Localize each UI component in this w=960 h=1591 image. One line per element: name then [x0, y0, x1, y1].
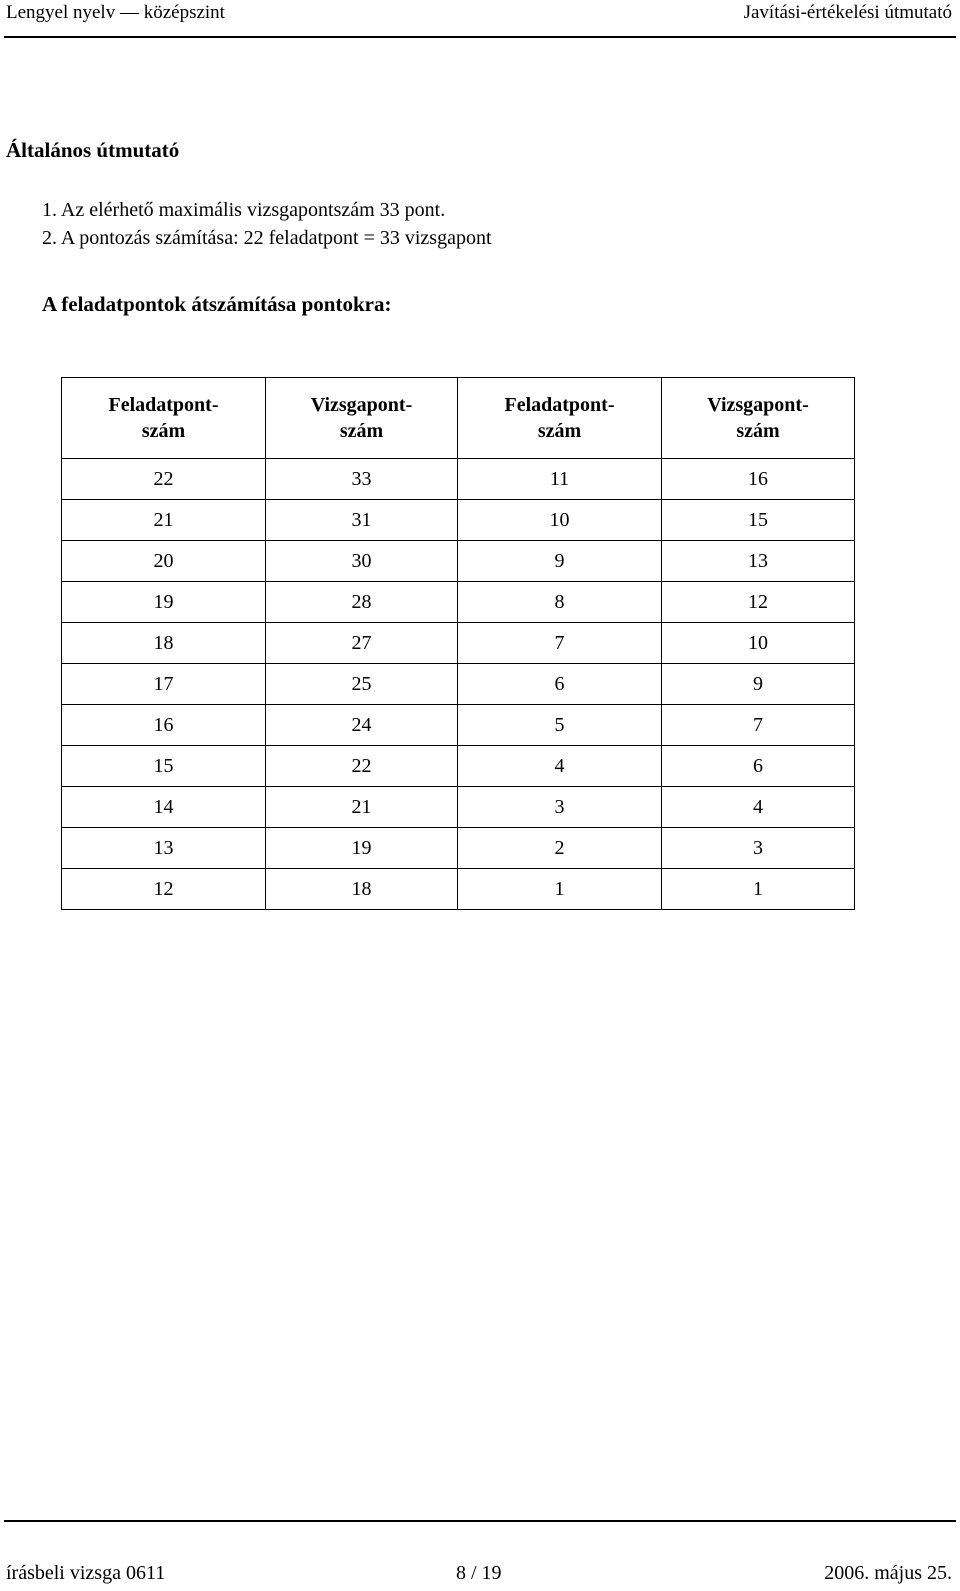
- table-cell: 3: [458, 787, 662, 828]
- table-header-row: [62, 378, 855, 459]
- table-cell: 3: [662, 828, 855, 869]
- table-cell: 22: [266, 746, 458, 787]
- column-header: Vizsgapont- szám: [662, 378, 855, 459]
- table-cell: 16: [662, 459, 855, 500]
- instruction-item: 2. A pontozás számítása: 22 feladatpont = 33 vizsgapont: [42, 227, 492, 249]
- table-cell: 9: [662, 664, 855, 705]
- table-cell: 18: [266, 869, 458, 910]
- table-cell: 19: [266, 828, 458, 869]
- table-row: [62, 459, 855, 500]
- table-cell: 19: [62, 582, 266, 623]
- table-cell: 21: [266, 787, 458, 828]
- table-cell: 12: [62, 869, 266, 910]
- instruction-list: [42, 196, 492, 252]
- table-cell: 27: [266, 623, 458, 664]
- table-cell: 31: [266, 500, 458, 541]
- table-cell: 10: [458, 500, 662, 541]
- table-cell: 10: [662, 623, 855, 664]
- table-body: [62, 459, 855, 910]
- table-row: [62, 869, 855, 910]
- table-cell: 4: [458, 746, 662, 787]
- table-row: [62, 582, 855, 623]
- header-subject: Lengyel nyelv — középszint: [6, 2, 225, 23]
- table-cell: 16: [62, 705, 266, 746]
- footer-page-number: 8 / 19: [456, 1562, 502, 1584]
- table-cell: 8: [458, 582, 662, 623]
- instruction-item: 1. Az elérhető maximális vizsgapontszám 33 pont.: [42, 199, 446, 221]
- table-row: [62, 705, 855, 746]
- table-cell: 28: [266, 582, 458, 623]
- table-cell: 20: [62, 541, 266, 582]
- table-cell: 9: [458, 541, 662, 582]
- conversion-table: [61, 377, 855, 910]
- table-cell: 17: [62, 664, 266, 705]
- table-cell: 25: [266, 664, 458, 705]
- table-row: [62, 623, 855, 664]
- table-cell: 30: [266, 541, 458, 582]
- table-cell: 4: [662, 787, 855, 828]
- page-footer: [4, 1520, 956, 1591]
- table-cell: 13: [662, 541, 855, 582]
- table-cell: 15: [62, 746, 266, 787]
- table-row: [62, 787, 855, 828]
- table-cell: 5: [458, 705, 662, 746]
- table-cell: 6: [458, 664, 662, 705]
- column-header: Vizsgapont- szám: [266, 378, 458, 459]
- table-cell: 6: [662, 746, 855, 787]
- footer-exam-code: írásbeli vizsga 0611: [6, 1562, 166, 1584]
- section-title: Általános útmutató: [6, 138, 180, 162]
- column-header: Feladatpont- szám: [62, 378, 266, 459]
- table-row: [62, 828, 855, 869]
- table-cell: 12: [662, 582, 855, 623]
- header-doc-type: Javítási-értékelési útmutató: [743, 2, 952, 23]
- column-header: Feladatpont- szám: [458, 378, 662, 459]
- table-row: [62, 664, 855, 705]
- table-cell: 18: [62, 623, 266, 664]
- table-row: [62, 541, 855, 582]
- table-cell: 11: [458, 459, 662, 500]
- table-cell: 2: [458, 828, 662, 869]
- page-header: [4, 0, 956, 38]
- footer-date: 2006. május 25.: [824, 1562, 952, 1584]
- table-cell: 15: [662, 500, 855, 541]
- table-cell: 1: [458, 869, 662, 910]
- table-row: [62, 500, 855, 541]
- table-cell: 7: [458, 623, 662, 664]
- table-cell: 1: [662, 869, 855, 910]
- table-caption: A feladatpontok átszámítása pontokra:: [42, 292, 392, 316]
- table-row: [62, 746, 855, 787]
- table-cell: 14: [62, 787, 266, 828]
- table-cell: 24: [266, 705, 458, 746]
- table-cell: 13: [62, 828, 266, 869]
- table-cell: 22: [62, 459, 266, 500]
- table-cell: 33: [266, 459, 458, 500]
- table-cell: 7: [662, 705, 855, 746]
- table-cell: 21: [62, 500, 266, 541]
